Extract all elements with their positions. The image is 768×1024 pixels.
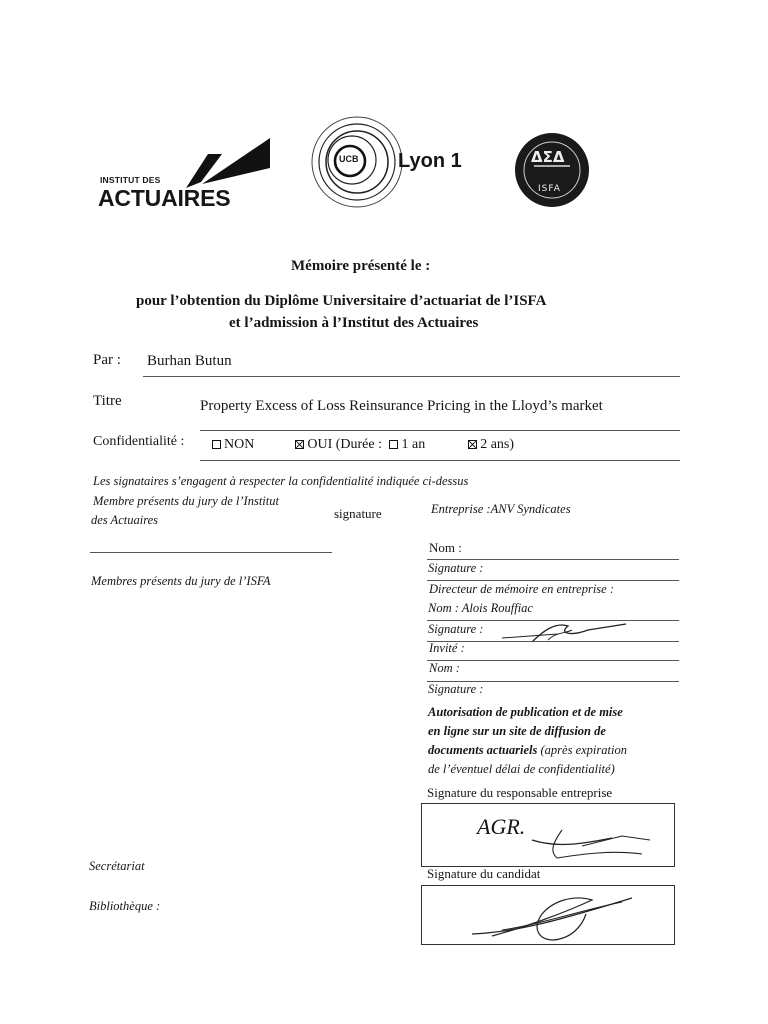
jury-ia-line2: des Actuaires — [91, 513, 159, 527]
autorisation-line2: en ligne sur un site de diffusion de — [428, 724, 606, 738]
candidat-signature-image — [462, 888, 662, 942]
isfa-logo-text: ISFA — [538, 184, 561, 194]
author-name: Burhan Butun — [147, 353, 232, 369]
nom-label-2: Nom : — [429, 661, 460, 675]
thesis-title: Property Excess of Loss Reinsurance Pricing in the Lloyd’s market — [200, 398, 603, 414]
isfa-logo — [514, 132, 590, 208]
confidentialite-underline — [200, 460, 680, 461]
confidentialite-label: Confidentialité : — [93, 434, 185, 449]
signature-label-2: Signature : — [428, 622, 484, 636]
engagement-text: Les signataires s’engagent à respecter la confidentialité indiquée ci-dessus — [93, 474, 469, 488]
autorisation-line3 — [428, 743, 627, 758]
autorisation-line1: Autorisation de publication et de mise — [428, 705, 623, 719]
institut-logo-line2: ACTUAIRES — [98, 185, 231, 211]
institut-logo-line1: INSTITUT DES — [100, 175, 161, 185]
directeur-label: Directeur de mémoire en entreprise : — [429, 582, 615, 596]
memoire-presente: Mémoire présenté le : — [291, 258, 431, 274]
conf-non-checkbox[interactable] — [212, 440, 221, 449]
nom-label-1: Nom : — [429, 540, 462, 555]
responsable-signature-image — [462, 810, 662, 864]
ucb-lyon1-logo — [310, 106, 470, 216]
institut-des-actuaires-logo — [98, 134, 276, 214]
signature-label-1: Signature : — [428, 561, 484, 575]
conf-2ans-label: 2 ans) — [480, 437, 515, 452]
conf-oui-checkbox[interactable] — [295, 440, 304, 449]
conf-non-label: NON — [224, 437, 255, 452]
invite-label: Invité : — [429, 641, 465, 655]
signature-label-3: Signature : — [428, 682, 484, 696]
header-line1: pour l’obtention du Diplôme Universitaire d’actuariat de l’ISFA — [136, 293, 547, 309]
nom-underline-1 — [427, 559, 679, 560]
autorisation-line4: de l’éventuel délai de confidentialité) — [428, 762, 615, 776]
jury-ia-signature-line — [90, 552, 332, 553]
par-underline — [143, 376, 680, 377]
titre-label: Titre — [93, 393, 122, 409]
jury-ia-line1: Membre présents du jury de l’Institut — [93, 494, 279, 508]
confidentialite-options — [212, 437, 514, 453]
isfa-symbol: ΔΣΔ — [531, 148, 565, 166]
candidat-signature-box — [421, 885, 675, 945]
signature-column-label: signature — [334, 506, 382, 521]
lyon1-text: Lyon 1 — [398, 150, 462, 172]
responsable-entreprise-signature-box — [421, 803, 675, 867]
secretariat-label: Secrétariat — [89, 859, 145, 873]
titre-underline — [200, 430, 680, 431]
autorisation-line3-tail: (après expiration — [540, 743, 627, 757]
autorisation-line3-bold: documents actuariels — [428, 743, 538, 757]
invite-underline — [427, 660, 679, 661]
conf-1an-label: 1 an — [401, 437, 426, 452]
entreprise-handwritten-initials: AGR. — [477, 814, 526, 839]
conf-1an-checkbox[interactable] — [389, 440, 398, 449]
par-label: Par : — [93, 352, 121, 368]
conf-oui-label: OUI (Durée : — [307, 437, 382, 452]
directeur-nom: Nom : Alois Rouffiac — [428, 601, 533, 615]
entreprise-label: Entreprise :ANV Syndicates — [431, 502, 571, 516]
ucb-logo-text: UCB — [339, 154, 359, 164]
isfa-seal-graphic — [514, 132, 590, 208]
header-line2: et l’admission à l’Institut des Actuaires — [229, 315, 479, 331]
responsable-entreprise-label: Signature du responsable entreprise — [427, 785, 613, 800]
jury-isfa-label: Membres présents du jury de l’ISFA — [91, 574, 271, 588]
bibliotheque-label: Bibliothèque : — [89, 899, 161, 913]
signature-underline-1 — [427, 580, 679, 581]
conf-2ans-checkbox[interactable] — [468, 440, 477, 449]
candidat-label: Signature du candidat — [427, 866, 541, 881]
